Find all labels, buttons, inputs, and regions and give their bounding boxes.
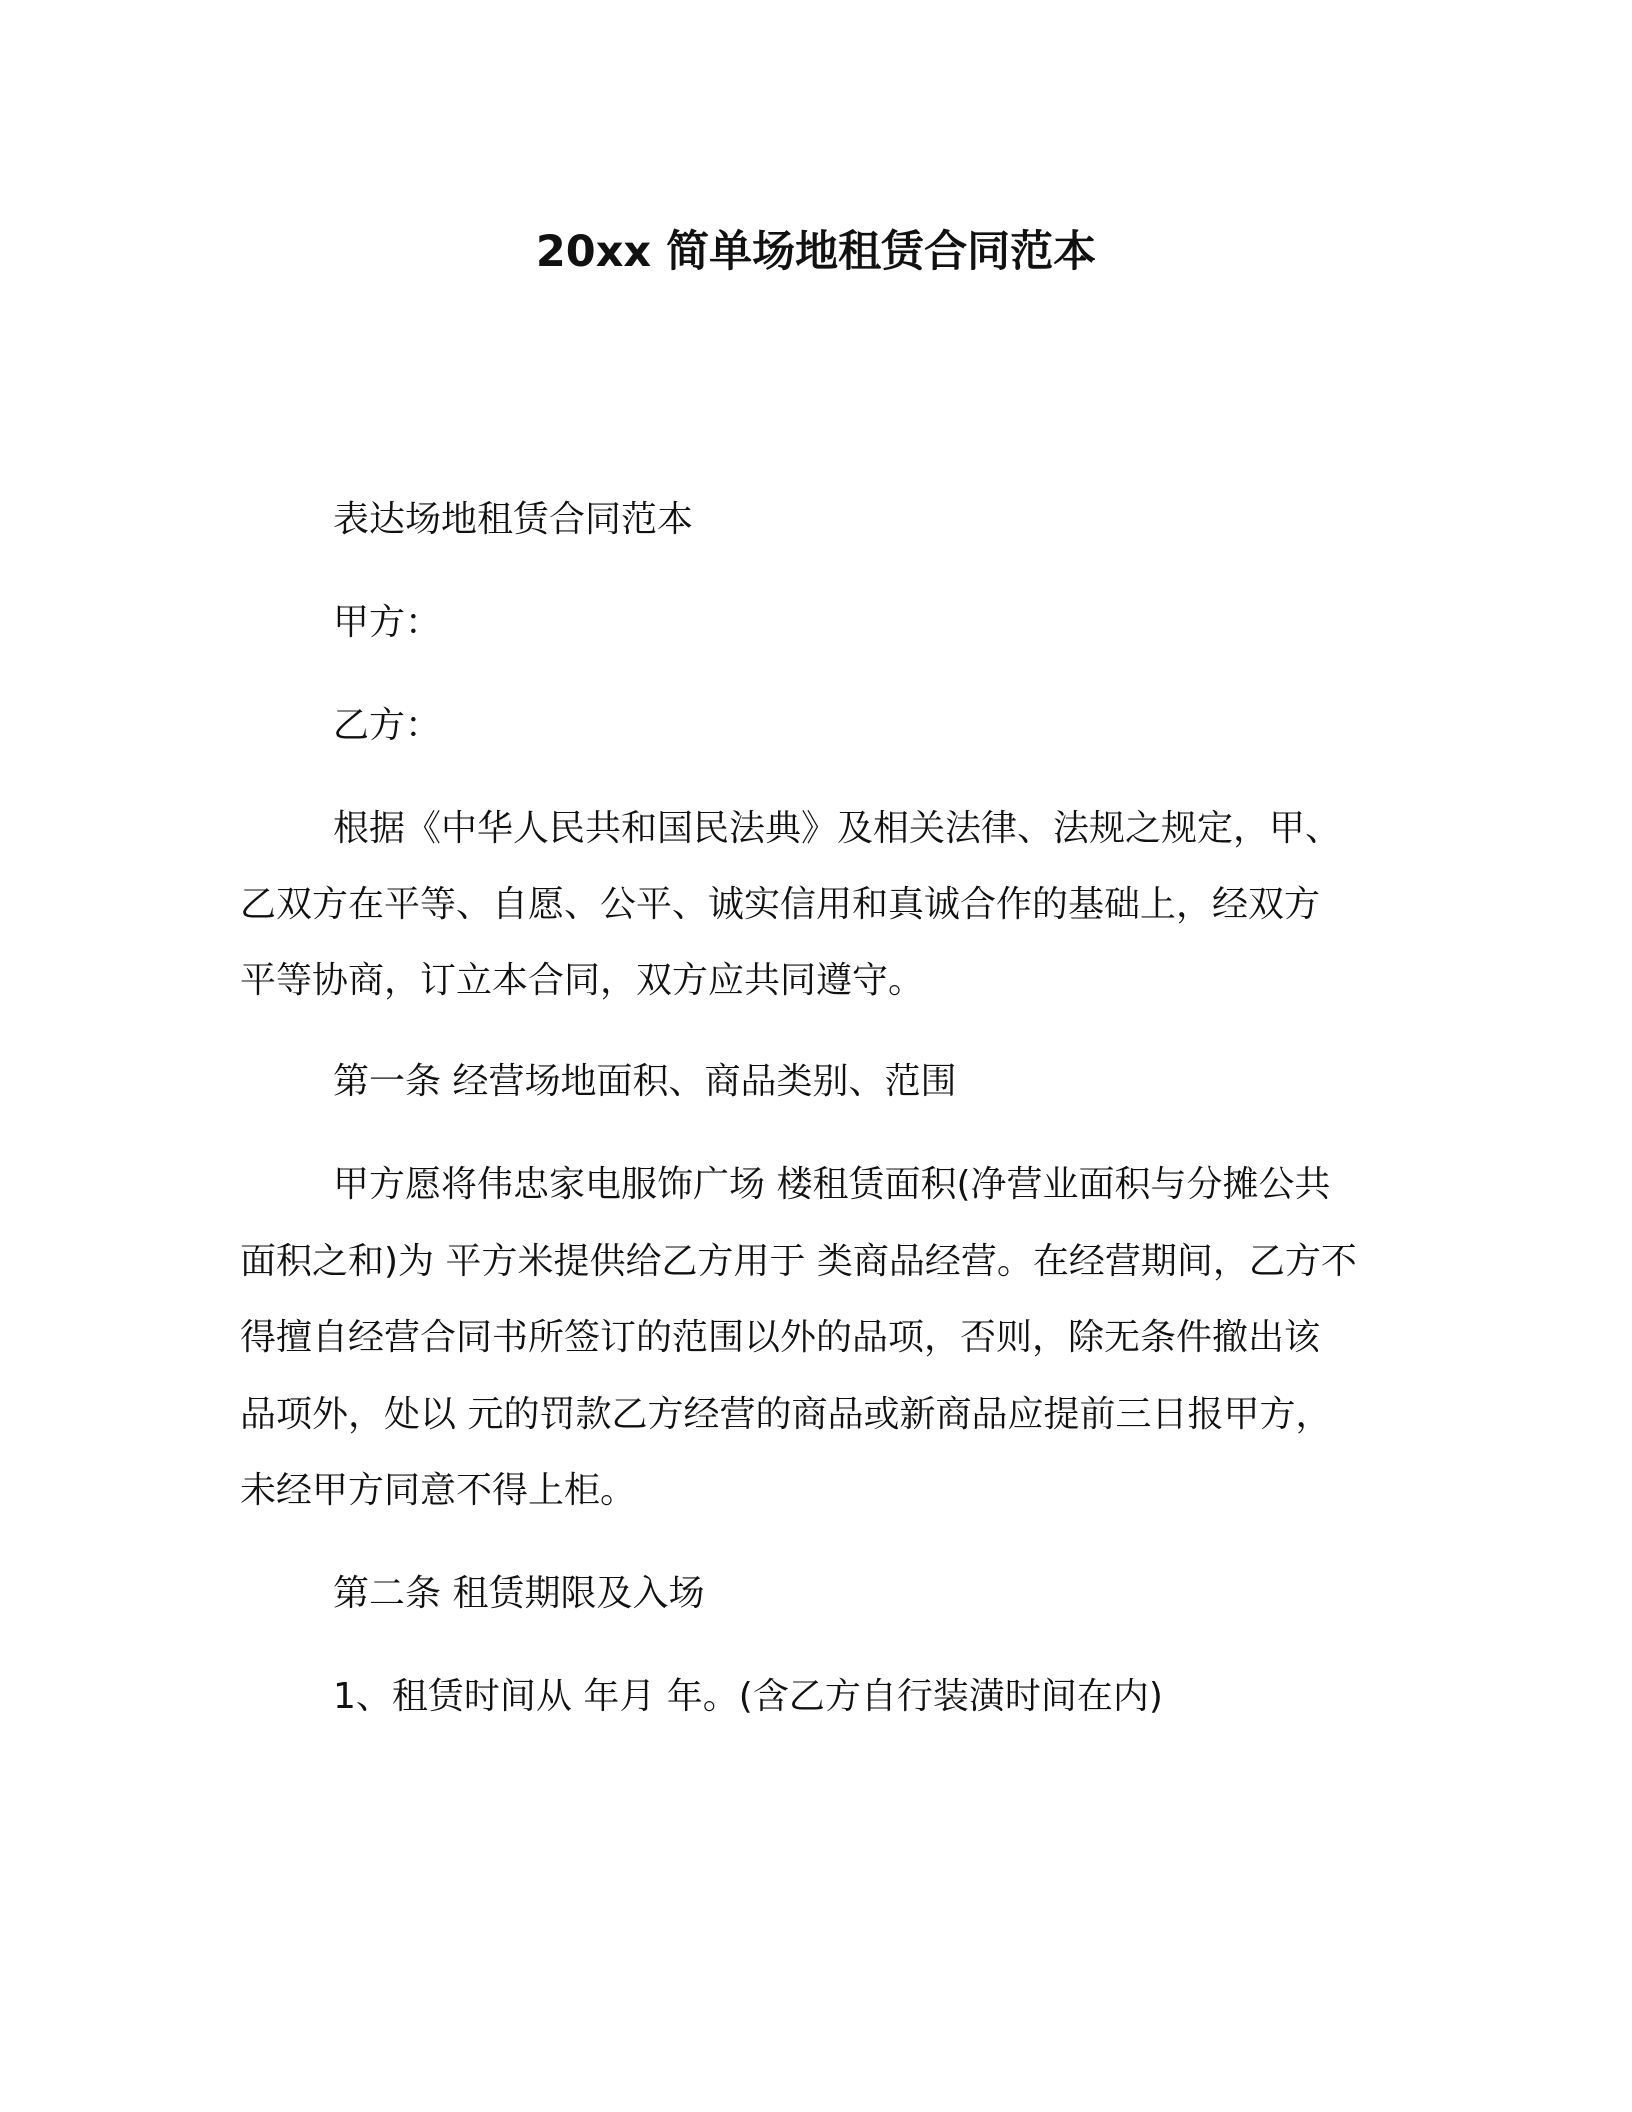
document-title: 20xx 简单场地租赁合同范本 bbox=[535, 227, 1097, 277]
article-2-line: 1、租赁时间从 年月 年。(含乙方自行装潢时间在内) bbox=[333, 1676, 1163, 1717]
document-subtitle: 表达场地租赁合同范本 bbox=[333, 499, 694, 540]
preamble-line: 乙双方在平等、自愿、公平、诚实信用和真诚合作的基础上，经双方 bbox=[240, 884, 1321, 925]
article-2-heading: 第二条 租赁期限及入场 bbox=[333, 1573, 705, 1614]
article-1-line: 甲方愿将伟忠家电服饰广场 楼租赁面积(净营业面积与分摊公共 bbox=[333, 1164, 1331, 1205]
article-1-line: 品项外，处以 元的罚款乙方经营的商品或新商品应提前三日报甲方， bbox=[240, 1394, 1332, 1435]
article-1-line: 得擅自经营合同书所签订的范围以外的品项，否则，除无条件撤出该 bbox=[240, 1317, 1321, 1358]
party-a-label: 甲方： bbox=[333, 602, 442, 643]
preamble-line: 根据《中华人民共和国民法典》及相关法律、法规之规定，甲、 bbox=[333, 808, 1342, 849]
article-1-heading: 第一条 经营场地面积、商品类别、范围 bbox=[333, 1061, 957, 1102]
article-1-line: 面积之和)为 平方米提供给乙方用于 类商品经营。在经营期间，乙方不 bbox=[240, 1241, 1357, 1282]
article-1-line: 未经甲方同意不得上柜。 bbox=[240, 1470, 637, 1511]
party-b-label: 乙方： bbox=[333, 705, 442, 746]
preamble-line: 平等协商，订立本合同，双方应共同遵守。 bbox=[240, 960, 925, 1001]
